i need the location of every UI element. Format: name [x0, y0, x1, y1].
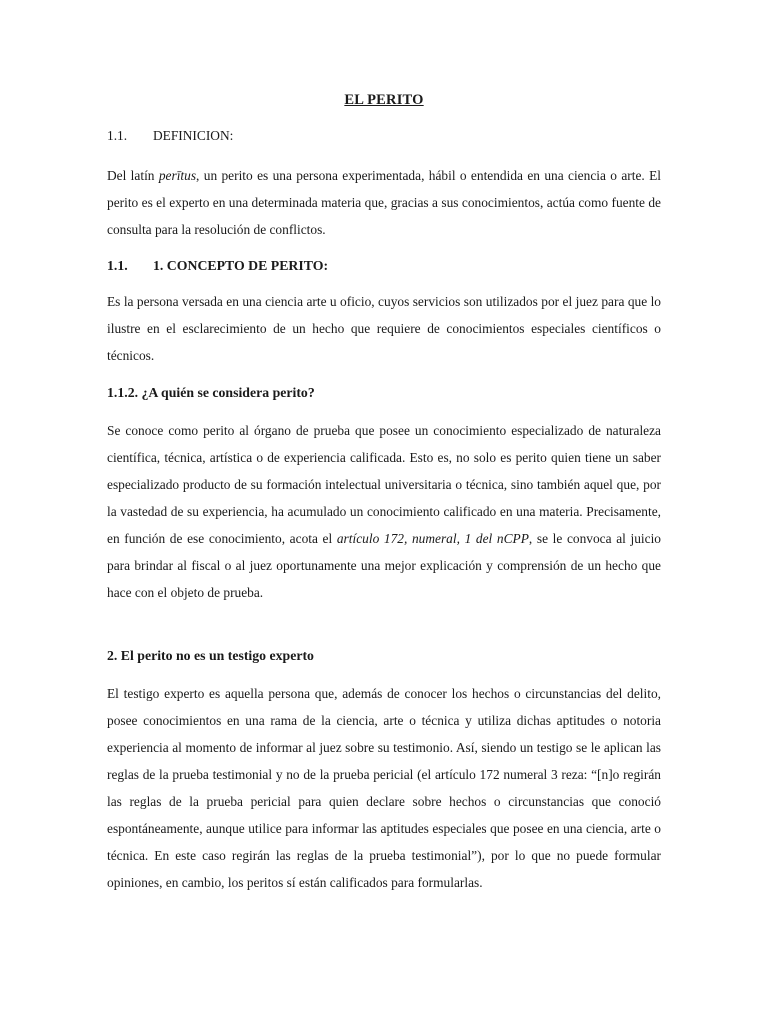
section-heading-concepto [107, 258, 661, 274]
italic-term: perītus [158, 168, 197, 183]
section-heading-testigo: 2. El perito no es un testigo experto [107, 648, 314, 663]
section-label: DEFINICION: [153, 128, 234, 143]
section-number: 1.1. [107, 258, 128, 273]
paragraph-concepto [107, 288, 661, 369]
document-title: EL PERITO [344, 92, 424, 108]
text-run: , se le convoca al juicio para brindar al fiscal o al juez oportunamente una mejor explicación y comprensión de un hecho que hace con el objeto de prueba. [107, 531, 661, 600]
text-run: Se conoce como perito al órgano de prueba que posee un conocimiento especializado de naturaleza científica, técnica, artística o de experiencia calificada. Esto es, no solo es perito quien tiene un saber especializado producto de su formación intelectual universitaria o técnica, sino también aquel que, por la vastedad de su experiencia, ha acumulado un conocimiento calificado en una materia. Precisamente, en función de ese conocimiento, acota el [107, 423, 661, 546]
paragraph-text: El testigo experto es aquella persona que, además de conocer los hechos o circunstancias del delito, posee conocimientos en una rama de la ciencia, arte o técnica y utiliza dichas aptitudes o notoria experiencia al momento de informar al juez sobre su testimonio. Así, siendo un testigo se le aplican las reglas de la prueba testimonial y no de la prueba pericial (el artículo 172 numeral 3 reza: “[n]o regirán las reglas de la prueba pericial para quien declare sobre hechos o circunstancias que conoció espontáneamente, aunque utilice para informar las aptitudes especiales que posee en una ciencia, arte o técnica. En este caso regirán las reglas de la prueba testimonial”), por lo que no puede formular opiniones, en cambio, los peritos sí están calificados para formularlas. [107, 686, 661, 890]
paragraph-testigo [107, 680, 661, 896]
text-run: , un perito es una persona experimentada, hábil o entendida en una ciencia o arte. El perito es el experto en una determinada materia que, gracias a sus conocimientos, actúa como fuente de consulta para la resolución de conflictos. [107, 168, 661, 237]
section-label: 1. CONCEPTO DE PERITO: [153, 258, 329, 273]
paragraph-definicion [107, 162, 661, 243]
section-number: 1.1. [107, 128, 128, 143]
section-heading-definicion [107, 128, 661, 144]
section-heading-quien: 1.1.2. ¿A quién se considera perito? [107, 385, 315, 400]
paragraph-quien [107, 417, 661, 606]
italic-citation: artículo 172, numeral, 1 del nCPP [336, 531, 529, 546]
text-run: Del latín [107, 168, 159, 183]
paragraph-text: Es la persona versada en una ciencia arte u oficio, cuyos servicios son utilizados por el juez para que lo ilustre en el esclarecimiento de un hecho que requiere de conocimientos especiales científicos o técnicos. [107, 294, 661, 363]
